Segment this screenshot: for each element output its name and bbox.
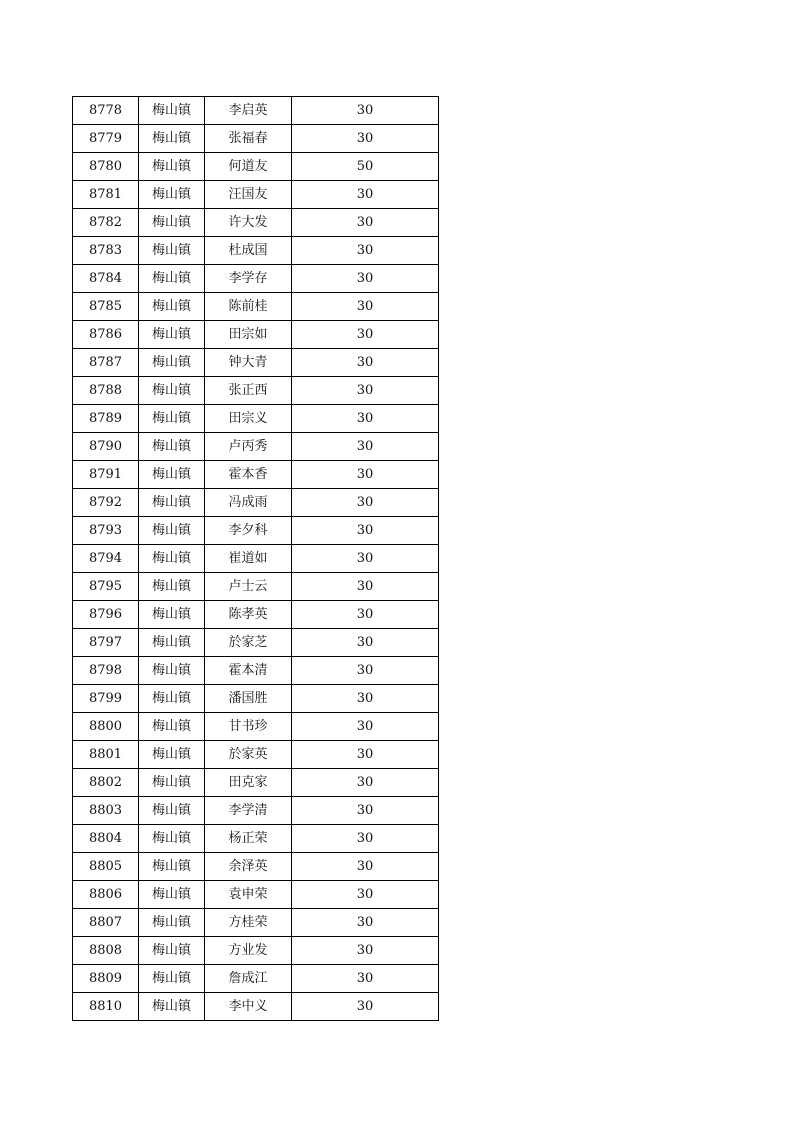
table-row	[73, 433, 439, 461]
row-number-cell: 8784	[73, 265, 139, 293]
name-cell: 於家芝	[205, 629, 292, 657]
table-row	[73, 97, 439, 125]
town-cell: 梅山镇	[139, 265, 205, 293]
amount-cell: 30	[292, 125, 439, 153]
town-cell: 梅山镇	[139, 97, 205, 125]
amount-cell: 30	[292, 209, 439, 237]
name-cell: 陈孝英	[205, 601, 292, 629]
amount-cell: 30	[292, 993, 439, 1021]
name-cell: 冯成雨	[205, 489, 292, 517]
table-row	[73, 993, 439, 1021]
row-number-cell: 8792	[73, 489, 139, 517]
amount-cell: 30	[292, 853, 439, 881]
amount-cell: 30	[292, 573, 439, 601]
row-number-cell: 8795	[73, 573, 139, 601]
row-number-cell: 8797	[73, 629, 139, 657]
row-number-cell: 8794	[73, 545, 139, 573]
amount-cell: 30	[292, 237, 439, 265]
row-number-cell: 8808	[73, 937, 139, 965]
row-number-cell: 8779	[73, 125, 139, 153]
amount-cell: 30	[292, 769, 439, 797]
town-cell: 梅山镇	[139, 601, 205, 629]
town-cell: 梅山镇	[139, 377, 205, 405]
name-cell: 方桂荣	[205, 909, 292, 937]
name-cell: 卢士云	[205, 573, 292, 601]
table-row	[73, 741, 439, 769]
amount-cell: 30	[292, 433, 439, 461]
amount-cell: 30	[292, 181, 439, 209]
amount-cell: 30	[292, 909, 439, 937]
amount-cell: 30	[292, 461, 439, 489]
table-row	[73, 517, 439, 545]
table-row	[73, 825, 439, 853]
data-table	[72, 96, 439, 1021]
row-number-cell: 8809	[73, 965, 139, 993]
town-cell: 梅山镇	[139, 209, 205, 237]
town-cell: 梅山镇	[139, 881, 205, 909]
amount-cell: 30	[292, 97, 439, 125]
town-cell: 梅山镇	[139, 853, 205, 881]
amount-cell: 30	[292, 405, 439, 433]
row-number-cell: 8783	[73, 237, 139, 265]
amount-cell: 30	[292, 265, 439, 293]
row-number-cell: 8810	[73, 993, 139, 1021]
row-number-cell: 8803	[73, 797, 139, 825]
table-row	[73, 321, 439, 349]
table-body	[73, 97, 439, 1021]
table-row	[73, 489, 439, 517]
table-row	[73, 713, 439, 741]
name-cell: 杜成国	[205, 237, 292, 265]
row-number-cell: 8787	[73, 349, 139, 377]
amount-cell: 30	[292, 881, 439, 909]
table-row	[73, 265, 439, 293]
town-cell: 梅山镇	[139, 825, 205, 853]
town-cell: 梅山镇	[139, 349, 205, 377]
town-cell: 梅山镇	[139, 965, 205, 993]
row-number-cell: 8807	[73, 909, 139, 937]
table-row	[73, 629, 439, 657]
name-cell: 甘书珍	[205, 713, 292, 741]
name-cell: 詹成江	[205, 965, 292, 993]
row-number-cell: 8790	[73, 433, 139, 461]
name-cell: 李启英	[205, 97, 292, 125]
row-number-cell: 8805	[73, 853, 139, 881]
table-row	[73, 377, 439, 405]
name-cell: 李学存	[205, 265, 292, 293]
name-cell: 余泽英	[205, 853, 292, 881]
town-cell: 梅山镇	[139, 517, 205, 545]
town-cell: 梅山镇	[139, 713, 205, 741]
amount-cell: 30	[292, 293, 439, 321]
table-row	[73, 937, 439, 965]
town-cell: 梅山镇	[139, 321, 205, 349]
name-cell: 张福春	[205, 125, 292, 153]
table-row	[73, 461, 439, 489]
name-cell: 许大发	[205, 209, 292, 237]
table-row	[73, 405, 439, 433]
row-number-cell: 8801	[73, 741, 139, 769]
town-cell: 梅山镇	[139, 937, 205, 965]
town-cell: 梅山镇	[139, 489, 205, 517]
amount-cell: 30	[292, 377, 439, 405]
amount-cell: 30	[292, 517, 439, 545]
town-cell: 梅山镇	[139, 657, 205, 685]
name-cell: 田宗如	[205, 321, 292, 349]
table-row	[73, 181, 439, 209]
town-cell: 梅山镇	[139, 993, 205, 1021]
row-number-cell: 8786	[73, 321, 139, 349]
town-cell: 梅山镇	[139, 461, 205, 489]
name-cell: 何道友	[205, 153, 292, 181]
name-cell: 潘国胜	[205, 685, 292, 713]
table-row	[73, 125, 439, 153]
row-number-cell: 8793	[73, 517, 139, 545]
row-number-cell: 8791	[73, 461, 139, 489]
amount-cell: 30	[292, 965, 439, 993]
amount-cell: 30	[292, 489, 439, 517]
table-row	[73, 965, 439, 993]
name-cell: 汪国友	[205, 181, 292, 209]
name-cell: 於家英	[205, 741, 292, 769]
name-cell: 田宗义	[205, 405, 292, 433]
name-cell: 方业发	[205, 937, 292, 965]
name-cell: 李夕科	[205, 517, 292, 545]
table-row	[73, 237, 439, 265]
table-row	[73, 685, 439, 713]
table-row	[73, 909, 439, 937]
table-row	[73, 209, 439, 237]
name-cell: 张正西	[205, 377, 292, 405]
row-number-cell: 8796	[73, 601, 139, 629]
row-number-cell: 8785	[73, 293, 139, 321]
town-cell: 梅山镇	[139, 797, 205, 825]
row-number-cell: 8799	[73, 685, 139, 713]
row-number-cell: 8806	[73, 881, 139, 909]
amount-cell: 30	[292, 825, 439, 853]
row-number-cell: 8789	[73, 405, 139, 433]
name-cell: 霍本香	[205, 461, 292, 489]
row-number-cell: 8788	[73, 377, 139, 405]
row-number-cell: 8781	[73, 181, 139, 209]
name-cell: 李学清	[205, 797, 292, 825]
town-cell: 梅山镇	[139, 181, 205, 209]
town-cell: 梅山镇	[139, 685, 205, 713]
table-row	[73, 573, 439, 601]
table-row	[73, 853, 439, 881]
amount-cell: 30	[292, 629, 439, 657]
name-cell: 钟大青	[205, 349, 292, 377]
table-row	[73, 881, 439, 909]
town-cell: 梅山镇	[139, 909, 205, 937]
town-cell: 梅山镇	[139, 405, 205, 433]
town-cell: 梅山镇	[139, 573, 205, 601]
row-number-cell: 8782	[73, 209, 139, 237]
row-number-cell: 8778	[73, 97, 139, 125]
name-cell: 田克家	[205, 769, 292, 797]
row-number-cell: 8800	[73, 713, 139, 741]
row-number-cell: 8780	[73, 153, 139, 181]
town-cell: 梅山镇	[139, 545, 205, 573]
table-row	[73, 797, 439, 825]
amount-cell: 30	[292, 797, 439, 825]
name-cell: 霍本清	[205, 657, 292, 685]
town-cell: 梅山镇	[139, 433, 205, 461]
name-cell: 袁申荣	[205, 881, 292, 909]
town-cell: 梅山镇	[139, 125, 205, 153]
amount-cell: 50	[292, 153, 439, 181]
amount-cell: 30	[292, 545, 439, 573]
town-cell: 梅山镇	[139, 293, 205, 321]
table-row	[73, 293, 439, 321]
table-row	[73, 769, 439, 797]
name-cell: 李中义	[205, 993, 292, 1021]
table-row	[73, 545, 439, 573]
amount-cell: 30	[292, 601, 439, 629]
name-cell: 杨正荣	[205, 825, 292, 853]
town-cell: 梅山镇	[139, 237, 205, 265]
table-row	[73, 153, 439, 181]
amount-cell: 30	[292, 321, 439, 349]
name-cell: 陈前桂	[205, 293, 292, 321]
row-number-cell: 8798	[73, 657, 139, 685]
amount-cell: 30	[292, 685, 439, 713]
table-row	[73, 349, 439, 377]
table-row	[73, 601, 439, 629]
town-cell: 梅山镇	[139, 769, 205, 797]
name-cell: 崔道如	[205, 545, 292, 573]
amount-cell: 30	[292, 657, 439, 685]
row-number-cell: 8804	[73, 825, 139, 853]
amount-cell: 30	[292, 713, 439, 741]
amount-cell: 30	[292, 349, 439, 377]
town-cell: 梅山镇	[139, 741, 205, 769]
amount-cell: 30	[292, 741, 439, 769]
town-cell: 梅山镇	[139, 153, 205, 181]
town-cell: 梅山镇	[139, 629, 205, 657]
table-row	[73, 657, 439, 685]
amount-cell: 30	[292, 937, 439, 965]
row-number-cell: 8802	[73, 769, 139, 797]
name-cell: 卢丙秀	[205, 433, 292, 461]
